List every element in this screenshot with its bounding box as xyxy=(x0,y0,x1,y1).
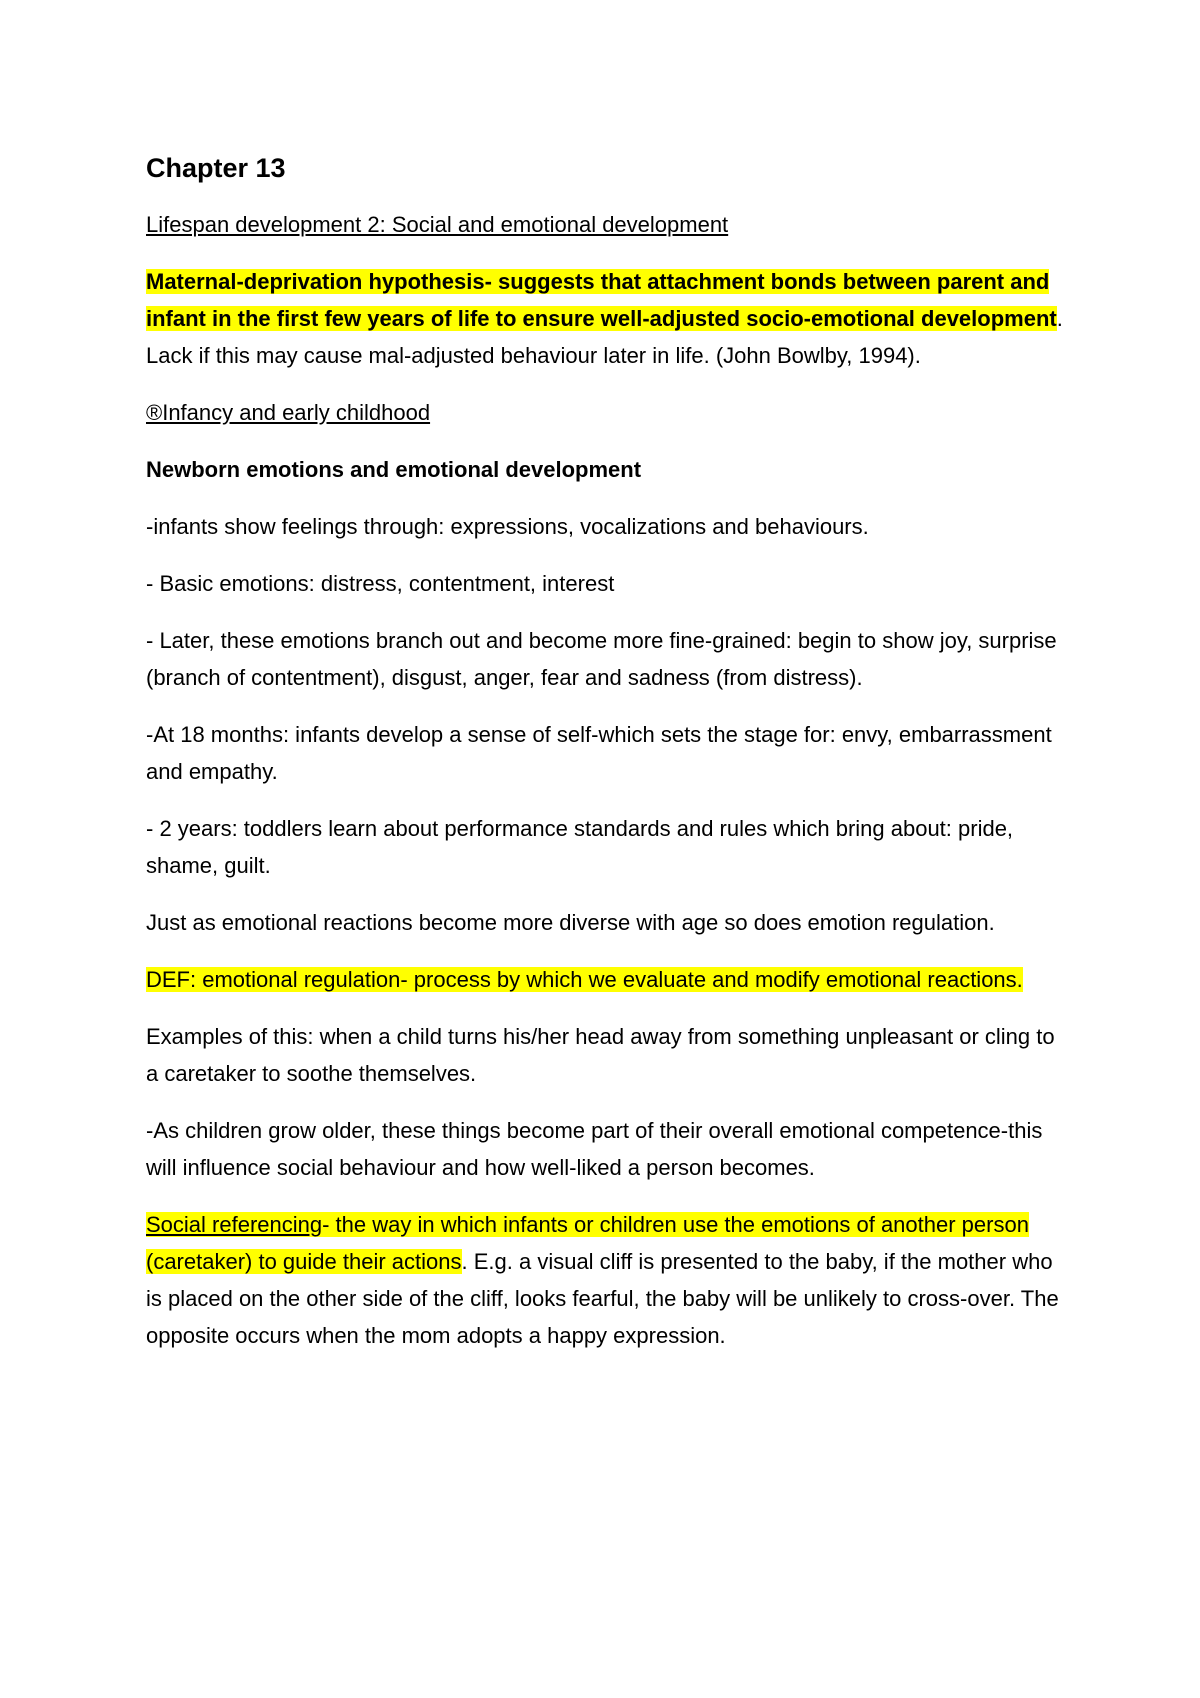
maternal-deprivation-paragraph xyxy=(146,263,1066,374)
social-referencing-example: . E.g. a visual cliff is presented to the baby, if the mother who is placed on the other side of the cliff, looks fearful, the baby will be unlikely to cross-over. The opposite occurs when the mom adopts a happy expression. xyxy=(146,1249,1059,1348)
regulation-definition: DEF: emotional regulation- process by which we evaluate and modify emotional reactions. xyxy=(146,967,1023,992)
infancy-heading: ®Infancy and early childhood xyxy=(146,400,431,425)
bullet-feelings: -infants show feelings through: expressions, vocalizations and behaviours. xyxy=(146,514,869,539)
competence-paragraph: -As children grow older, these things become part of their overall emotional competence-this will influence social behaviour and how well-liked a person becomes. xyxy=(146,1118,1043,1180)
maternal-deprivation-highlight: Maternal-deprivation hypothesis- suggests that attachment bonds between parent and infant in the first few years of life to ensure well-adjusted socio-emotional development xyxy=(146,269,1057,331)
social-referencing-term: Social referencing xyxy=(146,1212,323,1237)
regulation-definition-paragraph xyxy=(146,961,1066,998)
maternal-deprivation-rest: . Lack if this may cause mal-adjusted behaviour later in life. (John Bowlby, 1994). xyxy=(146,306,1063,368)
regulation-intro: Just as emotional reactions become more diverse with age so does emotion regulation. xyxy=(146,910,995,935)
bullet-2-years: - 2 years: toddlers learn about performance standards and rules which bring about: pride, shame, guilt. xyxy=(146,816,1014,878)
newborn-heading: Newborn emotions and emotional development xyxy=(146,457,642,482)
regulation-examples: Examples of this: when a child turns his/her head away from something unpleasant or cling to a caretaker to soothe themselves. xyxy=(146,1024,1055,1086)
social-referencing-definition: - the way in which infants or children use the emotions of another person (caretaker) to guide their actions xyxy=(146,1212,1029,1274)
section-title: Lifespan development 2: Social and emotional development xyxy=(146,212,729,237)
chapter-title: Chapter 13 xyxy=(146,153,286,183)
document-body xyxy=(146,148,1066,1374)
bullet-18-months: -At 18 months: infants develop a sense of self-which sets the stage for: envy, embarrassment and empathy. xyxy=(146,722,1052,784)
bullet-later-emotions: - Later, these emotions branch out and become more fine-grained: begin to show joy, surprise (branch of contentment), disgust, anger, fear and sadness (from distress). xyxy=(146,628,1057,690)
social-referencing-paragraph xyxy=(146,1206,1066,1354)
bullet-basic-emotions: - Basic emotions: distress, contentment, interest xyxy=(146,571,615,596)
